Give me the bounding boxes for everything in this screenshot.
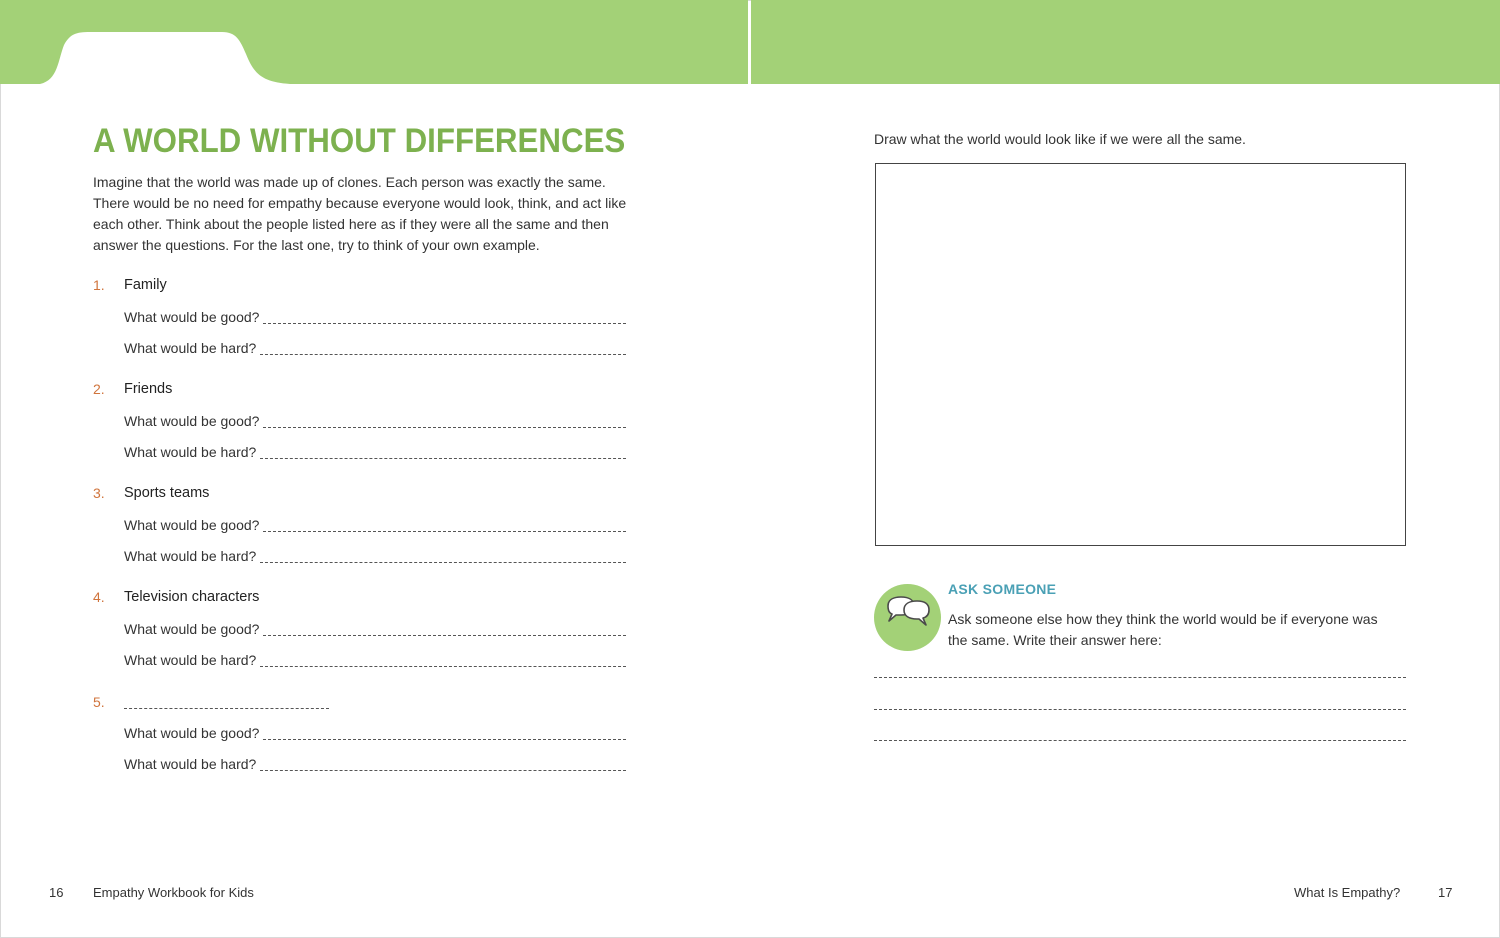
hard-question-label: What would be hard? xyxy=(124,340,257,356)
ask-someone-heading: ASK SOMEONE xyxy=(948,581,1057,597)
item-topic: Sports teams xyxy=(124,485,210,501)
good-answer-blank[interactable] xyxy=(263,323,626,324)
good-answer-blank[interactable] xyxy=(263,427,626,428)
hard-answer-row xyxy=(124,649,626,669)
right-page-number: 17 xyxy=(1438,885,1453,900)
hard-question-label: What would be hard? xyxy=(124,756,257,772)
hard-answer-blank[interactable] xyxy=(260,666,626,667)
hard-answer-blank[interactable] xyxy=(260,458,626,459)
header-tab-shape xyxy=(0,0,748,84)
item-topic: Family xyxy=(124,277,167,293)
good-answer-blank[interactable] xyxy=(263,531,626,532)
good-answer-row xyxy=(124,514,626,534)
chapter-title-footer: What Is Empathy? xyxy=(1294,885,1401,900)
item-number: 1. xyxy=(93,277,105,293)
answer-line[interactable] xyxy=(874,709,1406,710)
good-answer-blank[interactable] xyxy=(263,739,626,740)
intro-paragraph: Imagine that the world was made up of clones. Each person was exactly the same. There would be no need for empathy because everyone would look, think, and act like each other. Think about the people listed here as if they were all the same and then answer the questions. For the last one, try to think of your own example. xyxy=(93,174,627,253)
good-question-label: What would be good? xyxy=(124,621,260,637)
drawing-box[interactable] xyxy=(875,163,1406,546)
good-answer-row xyxy=(124,306,626,326)
good-answer-row xyxy=(124,410,626,430)
good-answer-blank[interactable] xyxy=(263,635,626,636)
left-page-number: 16 xyxy=(49,885,64,900)
item-number: 4. xyxy=(93,589,105,605)
hard-question-label: What would be hard? xyxy=(124,652,257,668)
hard-question-label: What would be hard? xyxy=(124,548,257,564)
item-number: 3. xyxy=(93,485,105,501)
custom-topic-blank[interactable] xyxy=(124,708,329,709)
answer-line[interactable] xyxy=(874,740,1406,741)
item-number: 5. xyxy=(93,694,105,710)
item-topic: Television characters xyxy=(124,589,260,605)
hard-answer-row xyxy=(124,337,626,357)
good-answer-row xyxy=(124,722,626,742)
good-answer-row xyxy=(124,618,626,638)
drawing-prompt: Draw what the world would look like if we were all the same. xyxy=(874,131,1246,147)
hard-answer-row xyxy=(124,753,626,773)
item-topic: Friends xyxy=(124,381,173,397)
hard-answer-blank[interactable] xyxy=(260,770,626,771)
item-number: 2. xyxy=(93,381,105,397)
good-question-label: What would be good? xyxy=(124,725,260,741)
left-header-banner xyxy=(0,0,748,84)
ask-someone-text: Ask someone else how they think the world would be if everyone was the same. Write their answer here: xyxy=(948,611,1378,648)
good-question-label: What would be good? xyxy=(124,309,260,325)
answer-line[interactable] xyxy=(874,677,1406,678)
hard-answer-row xyxy=(124,441,626,461)
book-title-footer: Empathy Workbook for Kids xyxy=(93,885,254,900)
good-question-label: What would be good? xyxy=(124,413,260,429)
hard-answer-blank[interactable] xyxy=(260,562,626,563)
good-question-label: What would be good? xyxy=(124,517,260,533)
right-header-banner xyxy=(751,0,1500,84)
hard-question-label: What would be hard? xyxy=(124,444,257,460)
page-title: A WORLD WITHOUT DIFFERENCES xyxy=(93,122,626,160)
speech-bubbles-icon xyxy=(874,584,941,651)
hard-answer-row xyxy=(124,545,626,565)
hard-answer-blank[interactable] xyxy=(260,354,626,355)
